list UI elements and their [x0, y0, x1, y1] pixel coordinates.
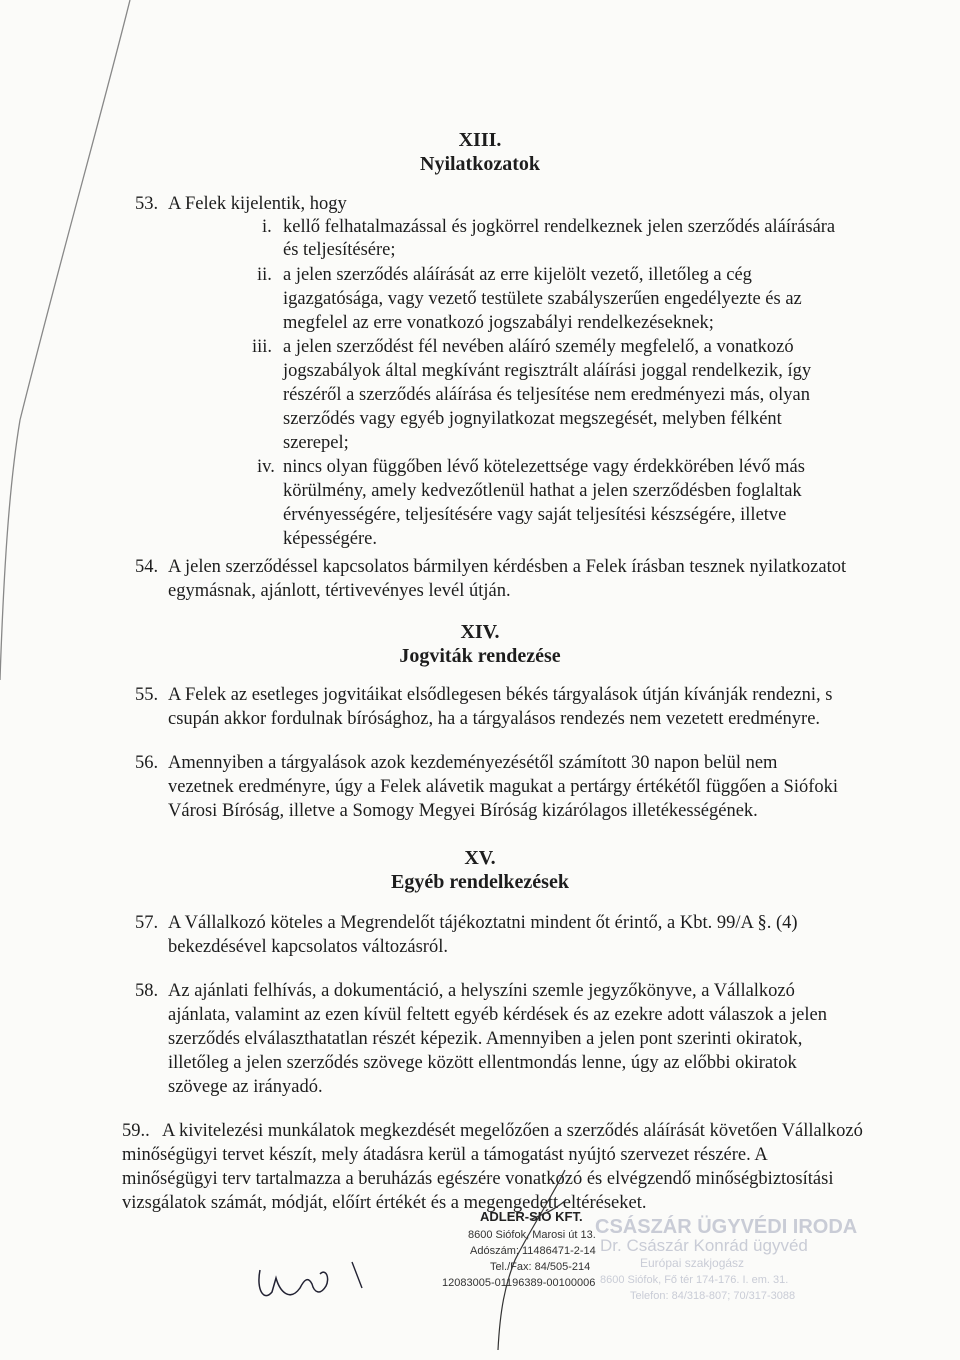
paragraph-line: ajánlata, valamint az ezen kívül feltett egyéb kérdések és az ezekre adott válaszok a jelen: [168, 1005, 827, 1025]
stamp-line: Európai szakjogász: [640, 1256, 745, 1270]
item-iv-line: nincs olyan függőben lévő kötelezettsége vagy érdekkörében lévő más: [283, 457, 805, 477]
signature-left: [250, 1240, 380, 1320]
paragraph-line: vezetnek eredményre, úgy a Felek alávetik magukat a pertárgy értékétől függően a Siófoki: [168, 777, 839, 797]
paragraph-line: minőségügyi tervet készít, mely átadásra kerül a támogatást nyújtó szervezet részére. A: [122, 1145, 768, 1165]
paragraph-line: A jelen szerződéssel kapcsolatos bármilyen kérdésben a Felek írásban tesznek nyilatkozatot: [168, 557, 847, 577]
section-title-xiv: Jogviták rendezése: [399, 645, 561, 667]
paragraph-line: Városi Bíróság, illetve a Somogy Megyei Bíróság kizárólagos illetékességének.: [168, 801, 758, 821]
paragraph-line: szövege az irányadó.: [168, 1077, 323, 1097]
stamp-company: ADLER-SIÓ KFT.: [480, 1209, 583, 1224]
item-iv-line: érvényességére, teljesítésére vagy saját teljesítési készségére, illetve: [283, 505, 787, 525]
paragraph-number: 56.: [135, 753, 159, 773]
paragraph-line: Amennyiben a tárgyalások azok kezdeményezésétől számított 30 napon belül nem: [168, 753, 778, 773]
stamp-phone: Tel./Fax: 84/505-214: [490, 1261, 591, 1273]
item-label-iv: iv.: [257, 457, 275, 477]
item-iv-line: körülmény, amely kedvezőtlenül hathat a jelen szerződésben foglaltak: [283, 481, 802, 501]
stamp-account: 12083005-01196389-00100006: [442, 1277, 596, 1289]
item-iii-line: a jelen szerződést fél nevében aláíró személy megfelelő, a vonatkozó: [283, 337, 794, 357]
item-iii-line: jogszabályok által megkívánt regisztrált aláírási joggal rendelkezik, így: [283, 361, 812, 381]
paragraph-line: A kivitelezési munkálatok megkezdését megelőzően a szerződés aláírását követően Vállalkozó: [162, 1121, 863, 1141]
item-ii-line: igazgatósága, vagy vezető testülete szabályszerűen engedélyezte és az: [283, 289, 802, 309]
item-ii-line: megfelel az erre vonatkozó jogszabályi rendelkezéseknek;: [283, 313, 714, 333]
item-iii-line: szerződés vagy egyéb jognyilatkozat megszegését, melyben félként: [283, 409, 782, 429]
paragraph-line: szerződés elválaszthatatlan részét képezik. Amennyiben a jelen pont szerinti okiratok,: [168, 1029, 803, 1049]
paragraph-line: illetőleg a jelen szerződés szövege között ellentmondás lenne, úgy az előbbi okiratok: [168, 1053, 797, 1073]
item-label-iii: iii.: [252, 337, 273, 357]
paragraph-line: csupán akkor fordulnak bírósághoz, ha a tárgyalásos rendezés nem vezetett eredményre.: [168, 709, 821, 729]
section-number-xv: XV.: [464, 847, 496, 869]
paragraph-line: vizsgálatok számát, módját, előírt értékét és a megengedett eltéréseket.: [122, 1193, 647, 1213]
section-title-xiii: Nyilatkozatok: [420, 153, 540, 175]
item-i-line: kellő felhatalmazással és jogkörrel rendelkeznek jelen szerződés aláírására: [283, 217, 836, 237]
item-i-line: és teljesítésére;: [283, 240, 396, 260]
paragraph-number: 58.: [135, 981, 159, 1001]
paragraph-line: A Vállalkozó köteles a Megrendelőt tájékoztatni mindent őt érintő, a Kbt. 99/A §. (4): [168, 913, 798, 933]
paragraph-line: A Felek az esetleges jogvitáikat elsődlegesen békés tárgyalások útján kívánják rendezni, s: [168, 685, 833, 705]
item-label-i: i.: [262, 217, 272, 237]
paragraph-line: bekezdésével kapcsolatos változásról.: [168, 937, 448, 957]
stamp-address: 8600 Siófok, Marosi út 13.: [468, 1229, 596, 1241]
paragraph-number: 59..: [122, 1121, 150, 1141]
paragraph-line: minőségügyi terv tartalmazza a beruházás egészére vonatkozó és elvégzendő minőségbiztosítási: [122, 1169, 834, 1189]
item-ii-line: a jelen szerződés aláírását az erre kijelölt vezető, illetőleg a cég: [283, 265, 752, 285]
paragraph-line: egymásnak, ajánlott, tértivevényes levél útján.: [168, 581, 511, 601]
stamp-line: Dr. Császár Konrád ügyvéd: [600, 1236, 808, 1255]
paragraph-number: 55.: [135, 685, 159, 705]
item-iii-line: szerepel;: [283, 433, 349, 453]
item-iii-line: részéről a szerződés aláírása és teljesítése nem eredményezi más, olyan: [283, 385, 810, 405]
item-label-ii: ii.: [257, 265, 272, 285]
section-number-xiii: XIII.: [458, 129, 502, 151]
paragraph-number: 57.: [135, 913, 159, 933]
paragraph-line: Az ajánlati felhívás, a dokumentáció, a helyszíni szemle jegyzőkönyve, a Vállalkozó: [168, 981, 795, 1001]
scan-edge-line: [0, 0, 140, 680]
stamp-tax-number: Adószám: 11486471-2-14: [470, 1245, 596, 1257]
stamp-line: Telefon: 84/318-807; 70/317-3088: [630, 1290, 796, 1302]
stamp-line: CSÁSZÁR ÜGYVÉDI IRODA: [595, 1216, 858, 1238]
item-iv-line: képességére.: [283, 529, 377, 549]
section-title-xv: Egyéb rendelkezések: [391, 871, 569, 893]
paragraph-number: 54.: [135, 557, 159, 577]
signature-right: [470, 1160, 580, 1360]
stamp-line: 8600 Siófok, Fő tér 174-176. I. em. 31.: [600, 1274, 789, 1286]
paragraph-intro: A Felek kijelentik, hogy: [168, 194, 347, 214]
section-number-xiv: XIV.: [460, 621, 500, 643]
paragraph-number: 53.: [135, 194, 159, 214]
